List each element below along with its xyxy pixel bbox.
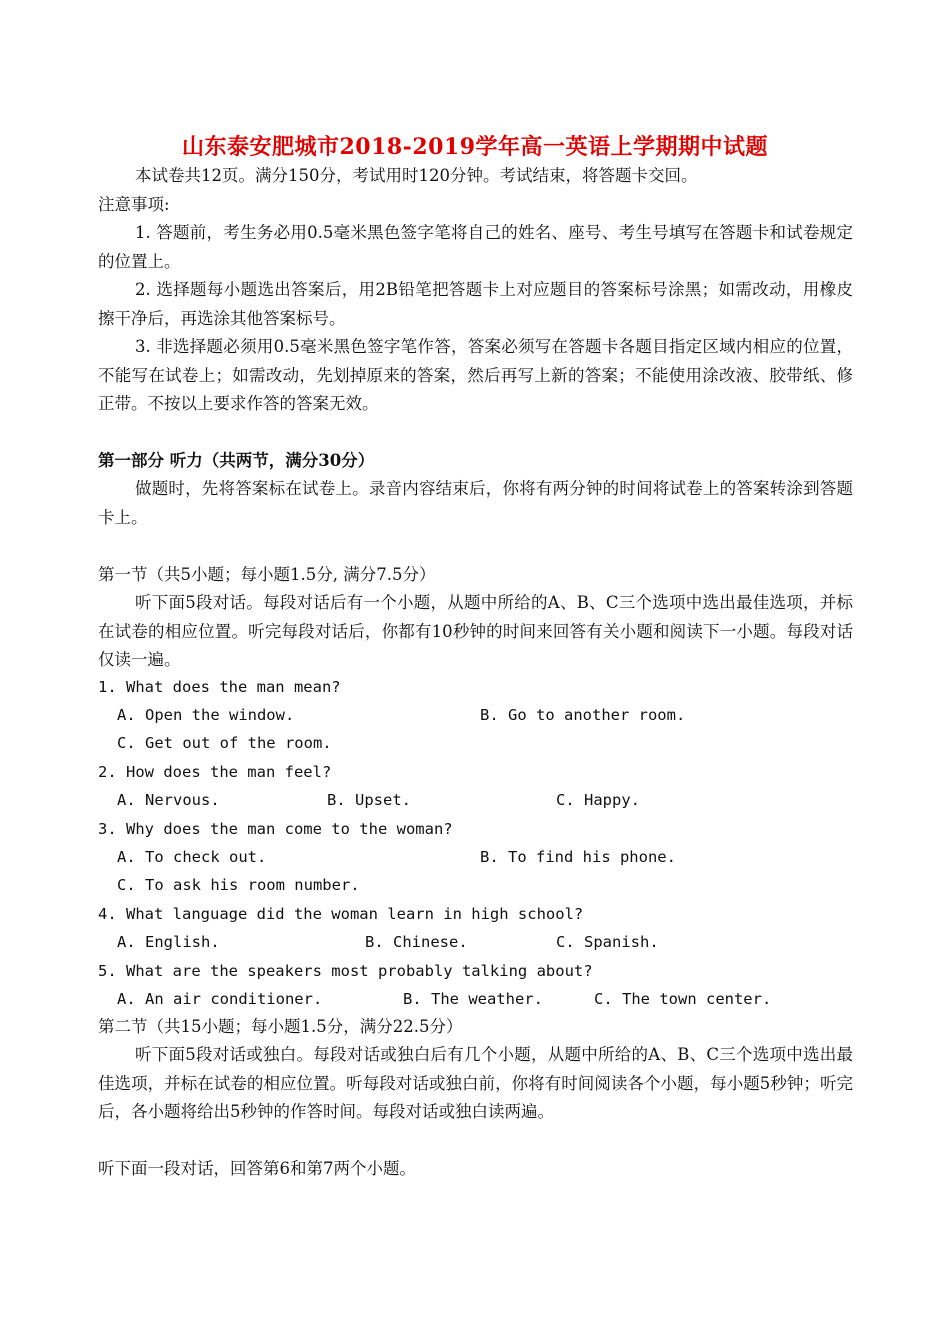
section2-lead: 听下面一段对话，回答第6和第7两个小题。 [98, 1159, 416, 1178]
option-a: A. Nervous. [117, 791, 220, 809]
notice-heading: 注意事项: [98, 195, 170, 214]
question-text: 5. What are the speakers most probably talking about? [98, 962, 593, 980]
notice-item: 2. 选择题每小题选出答案后，用2B铅笔把答题卡上对应题目的答案标号涂黑；如需改动，用橡皮擦干净后，再选涂其他答案标号。 [98, 280, 853, 328]
option-a: A. English. [117, 933, 220, 951]
option-a: A. An air conditioner. [117, 990, 323, 1008]
intro-text: 本试卷共12页。满分150分，考试用时120分钟。考试结束，将答题卡交回。 [135, 166, 698, 185]
question-text: 2. How does the man feel? [98, 763, 332, 781]
option-b: B. To find his phone. [480, 848, 676, 866]
option-b: B. The weather. [403, 990, 543, 1008]
question-text: 1. What does the man mean? [98, 678, 341, 696]
option-c: C. Spanish. [556, 933, 659, 951]
section1-instruction: 听下面5段对话。每段对话后有一个小题，从题中所给的A、B、C三个选项中选出最佳选项，并标在试卷的相应位置。听完每段对话后，你都有10秒钟的时间来回答有关小题和阅读下一小题。每段对话仅读一遍。 [98, 593, 853, 669]
option-a: A. To check out. [117, 848, 267, 866]
option-c: C. To ask his room number. [117, 876, 360, 894]
section2-instruction: 听下面5段对话或独白。每段对话或独白后有几个小题，从题中所给的A、B、C三个选项中选出最佳选项，并标在试卷的相应位置。听每段对话或独白前，你将有时间阅读各个小题，每小题5秒钟；听完后，各小题将给出5秒钟的作答时间。每段对话或独白读两遍。 [98, 1045, 853, 1121]
question-text: 3. Why does the man come to the woman? [98, 820, 453, 838]
section1-heading: 第一节（共5小题；每小题1.5分, 满分7.5分） [98, 565, 436, 584]
notice-item: 1. 答题前，考生务必用0.5毫米黑色签字笔将自己的姓名、座号、考生号填写在答题卡和试卷规定的位置上。 [98, 223, 853, 271]
part1-heading: 第一部分 听力（共两节，满分30分） [98, 451, 375, 470]
option-c: C. Happy. [556, 791, 640, 809]
option-a: A. Open the window. [117, 706, 295, 724]
option-c: C. Get out of the room. [117, 734, 332, 752]
option-b: B. Chinese. [365, 933, 468, 951]
question-text: 4. What language did the woman learn in high school? [98, 905, 584, 923]
exam-title: 山东泰安肥城市2018-2019学年高一英语上学期期中试题 [181, 134, 769, 160]
option-c: C. The town center. [594, 990, 772, 1008]
part1-instruction: 做题时，先将答案标在试卷上。录音内容结束后，你将有两分钟的时间将试卷上的答案转涂到答题卡上。 [98, 479, 853, 527]
section2-heading: 第二节（共15小题；每小题1.5分，满分22.5分） [98, 1017, 463, 1036]
option-b: B. Go to another room. [480, 706, 686, 724]
notice-item: 3. 非选择题必须用0.5毫米黑色签字笔作答，答案必须写在答题卡各题目指定区域内相应的位置，不能写在试卷上；如需改动，先划掉原来的答案，然后再写上新的答案；不能使用涂改液、胶带纸、修正带。不按以上要求作答的答案无效。 [98, 337, 853, 413]
option-b: B. Upset. [327, 791, 411, 809]
